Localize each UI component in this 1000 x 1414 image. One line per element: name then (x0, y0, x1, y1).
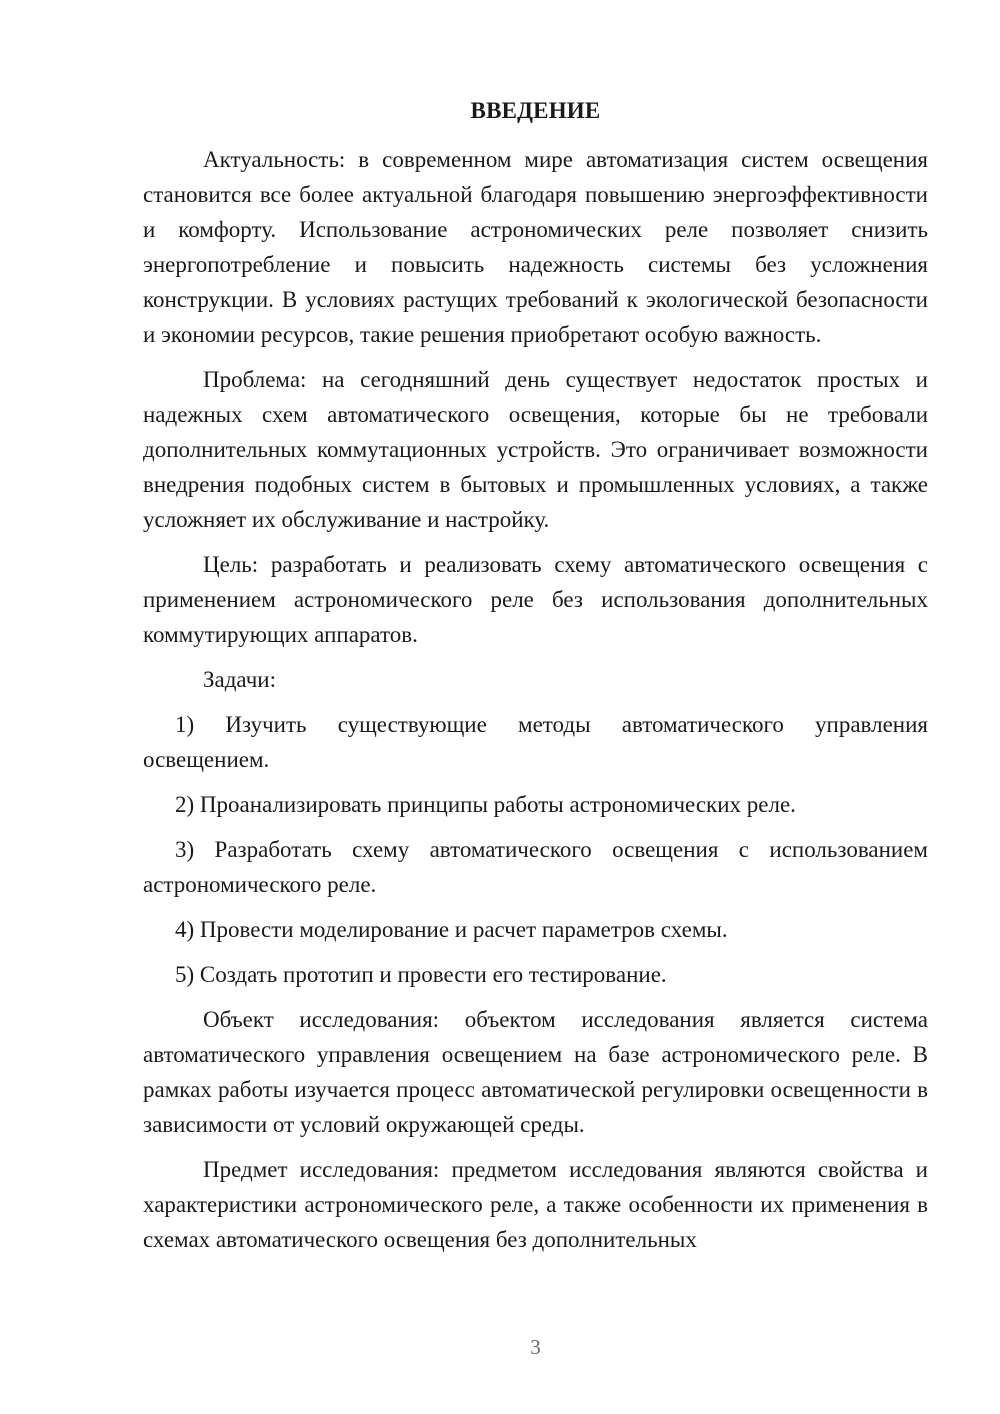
task-item: 4) Провести моделирование и расчет параметров схемы. (175, 917, 728, 942)
paragraph-subject: Предмет исследования: предметом исследования являются свойства и характеристики астрономического реле, а также особенности их применения в схемах автоматического освещения без дополнительных (143, 1157, 928, 1252)
paragraph-problem: Проблема: на сегодняшний день существует недостаток простых и надежных схем автоматического освещения, которые бы не требовали дополнительных коммутационных устройств. Это ограничивает возможности внедрения подобных систем в бытовых и промышленных условиях, а также усложняет их обслуживание и настройку. (143, 367, 928, 532)
section-title: ВВЕДЕНИЕ (470, 98, 601, 123)
document-body (143, 142, 928, 1267)
task-item: 1) Изучить существующие методы автоматического управления освещением. (143, 712, 928, 772)
paragraph-goal: Цель: разработать и реализовать схему автоматического освещения с применением астрономического реле без использования дополнительных коммутирующих аппаратов. (143, 552, 928, 647)
task-item: 3) Разработать схему автоматического освещения с использованием астрономического реле. (143, 837, 928, 897)
page-number: 3 (530, 1335, 541, 1359)
task-item: 2) Проанализировать принципы работы астрономических реле. (175, 792, 796, 817)
paragraph-object: Объект исследования: объектом исследования является система автоматического управления освещением на базе астрономического реле. В рамках работы изучается процесс автоматической регулировки освещенности в зависимости от условий окружающей среды. (143, 1007, 928, 1137)
paragraph-relevance: Актуальность: в современном мире автоматизация систем освещения становится все более актуальной благодаря повышению энергоэффективности и комфорту. Использование астрономических реле позволяет снизить энергопотребление и повысить надежность системы без усложнения конструкции. В условиях растущих требований к экологической безопасности и экономии ресурсов, такие решения приобретают особую важность. (143, 147, 928, 347)
task-item: 5) Создать прототип и провести его тестирование. (175, 962, 667, 987)
paragraph-tasks-heading: Задачи: (203, 667, 276, 692)
